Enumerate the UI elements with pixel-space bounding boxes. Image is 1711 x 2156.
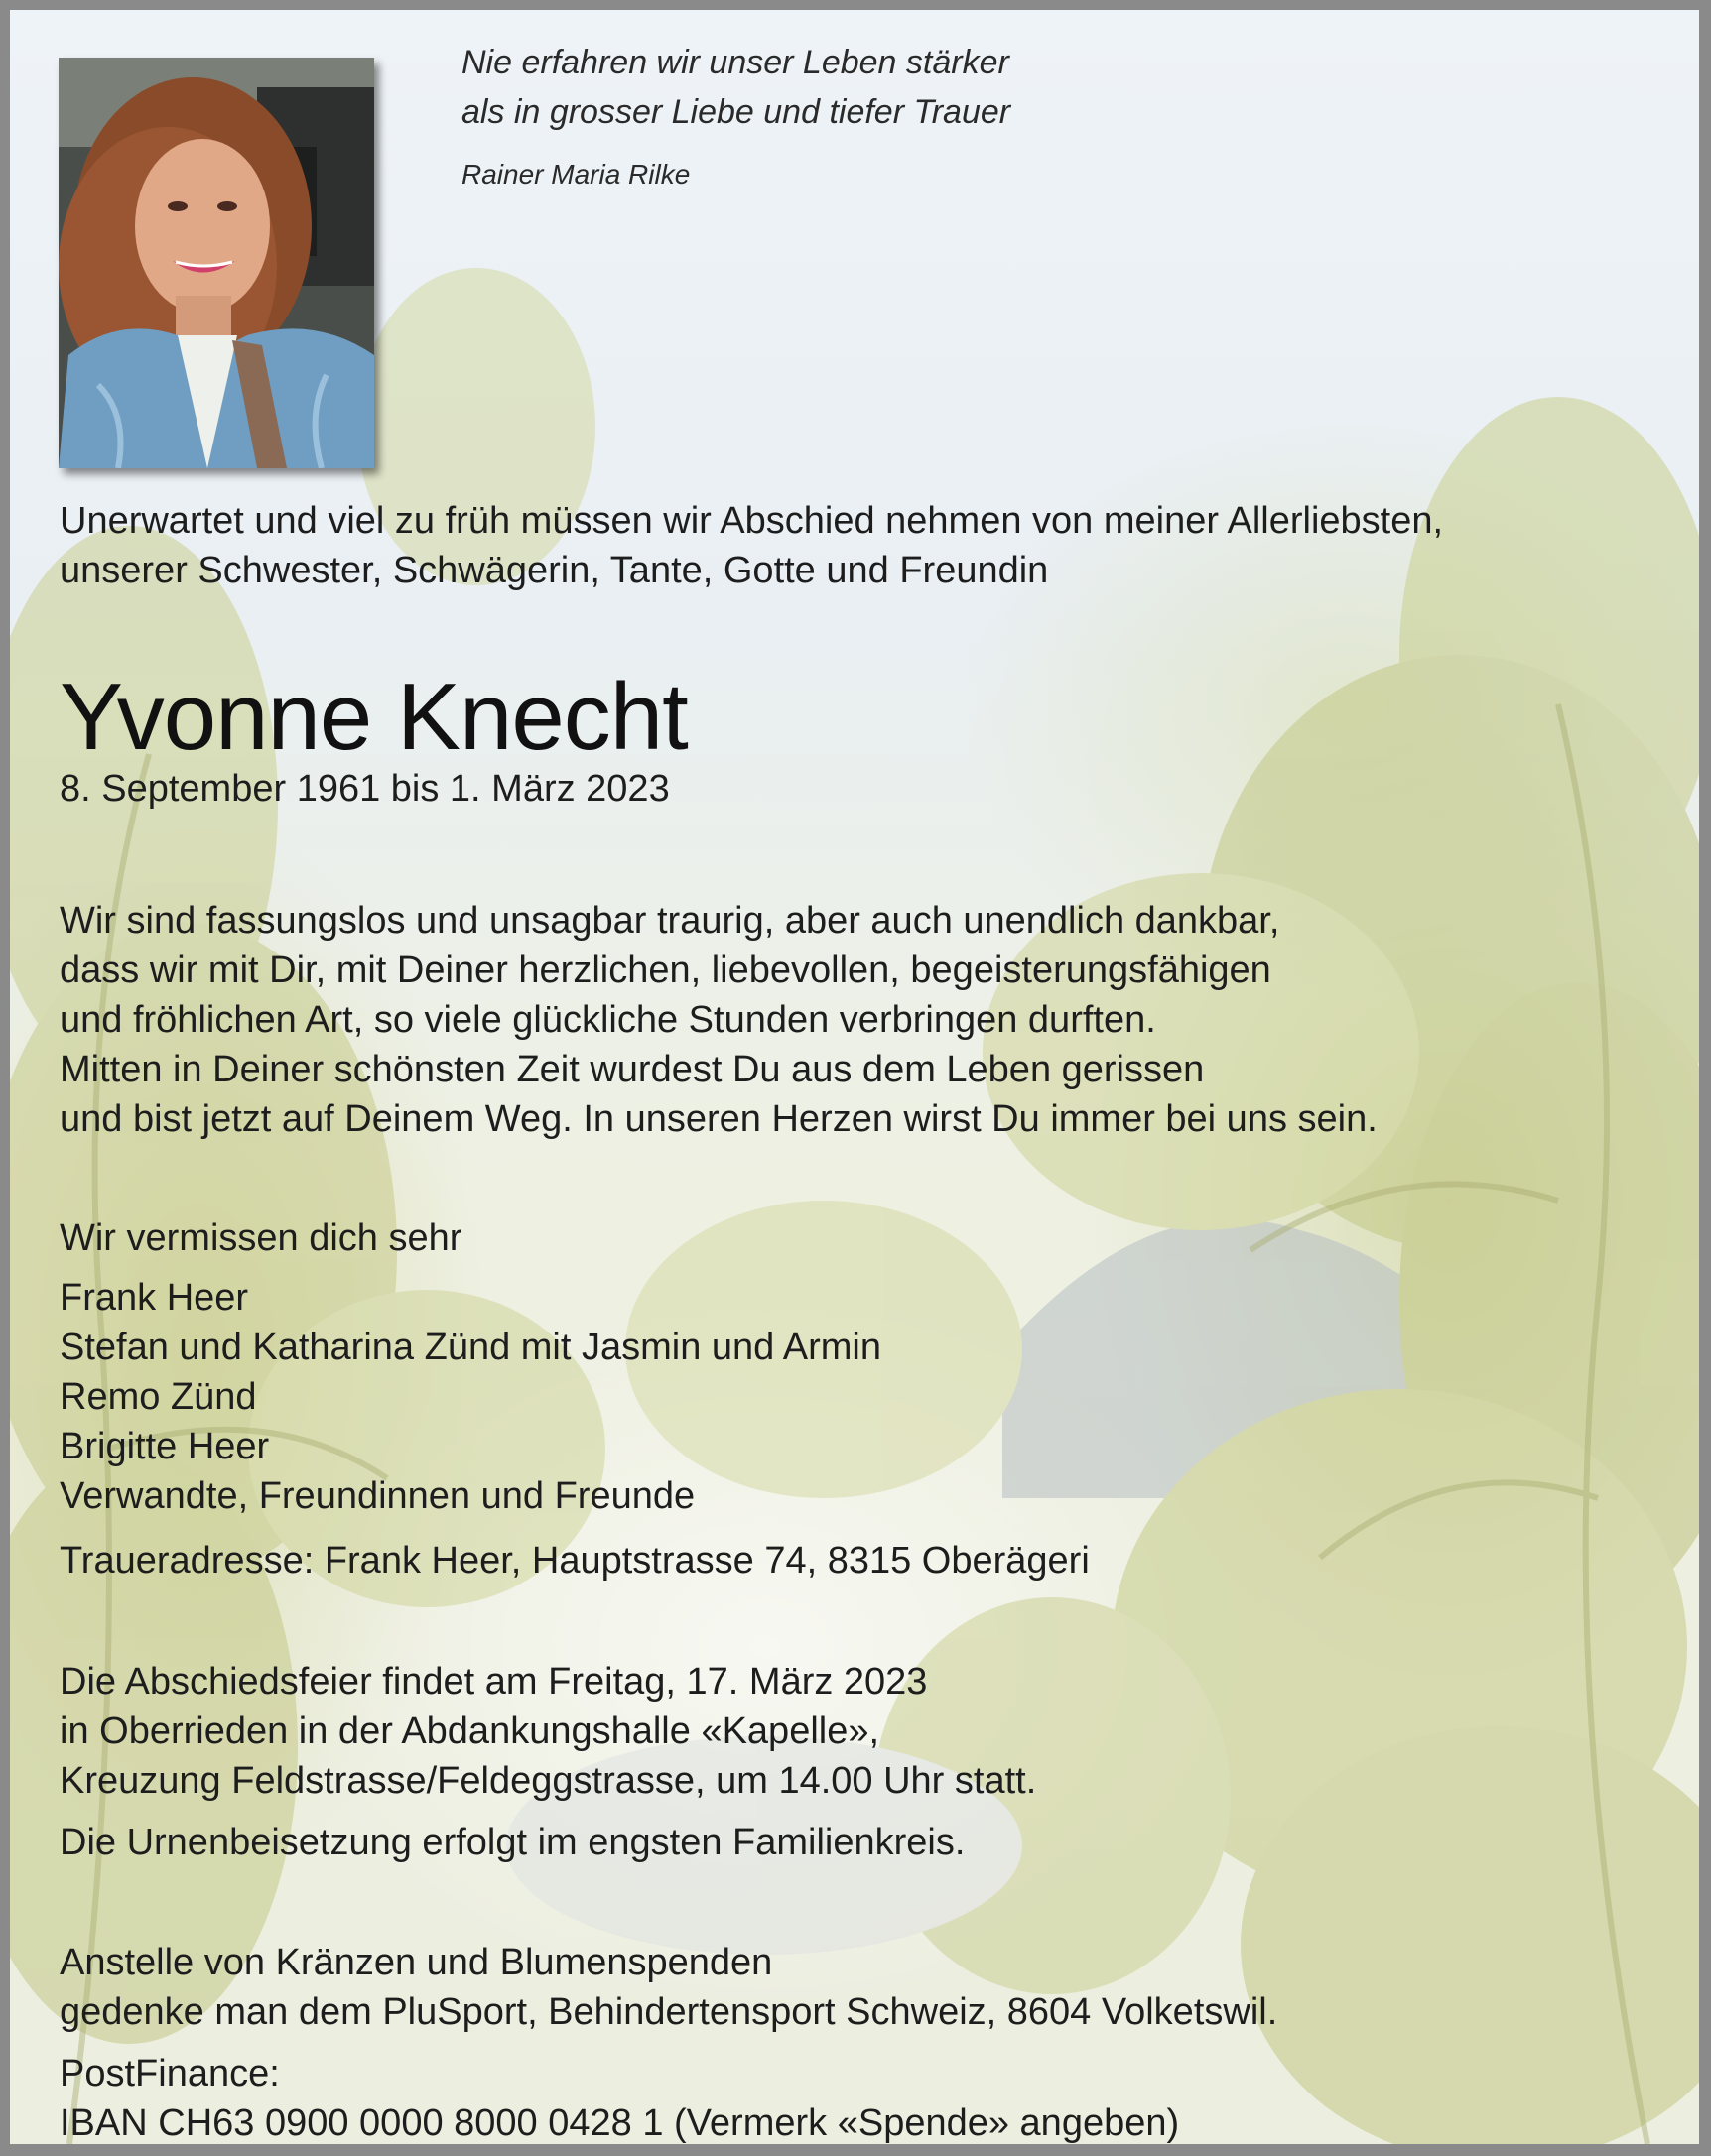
ceremony-line-1: Die Abschiedsfeier findet am Freitag, 17. März 2023 bbox=[60, 1661, 928, 1703]
quote-line-1: Nie erfahren wir unser Leben stärker bbox=[461, 44, 1009, 81]
mourning-address: Traueradresse: Frank Heer, Hauptstrasse 74, 8315 Oberägeri bbox=[60, 1540, 1090, 1582]
mourner-name: Remo Zünd bbox=[60, 1376, 257, 1418]
message-line-1: Wir sind fassungslos und unsagbar traurig, aber auch unendlich dankbar, bbox=[60, 900, 1280, 942]
urn-burial-note: Die Urnenbeisetzung erfolgt im engsten Familienkreis. bbox=[60, 1822, 966, 1863]
life-dates: 8. September 1961 bis 1. März 2023 bbox=[60, 768, 670, 810]
mourners-heading: Wir vermissen dich sehr bbox=[60, 1217, 462, 1259]
message-line-4: Mitten in Deiner schönsten Zeit wurdest Du aus dem Leben gerissen bbox=[60, 1049, 1205, 1090]
mourner-name: Frank Heer bbox=[60, 1277, 249, 1319]
message-line-2: dass wir mit Dir, mit Deiner herzlichen, liebevollen, begeisterungsfähigen bbox=[60, 950, 1271, 991]
ceremony-line-3: Kreuzung Feldstrasse/Feldeggstrasse, um 14.00 Uhr statt. bbox=[60, 1760, 1037, 1802]
deceased-name: Yvonne Knecht bbox=[60, 664, 688, 770]
quote-line-2: als in grosser Liebe und tiefer Trauer bbox=[461, 93, 1011, 131]
obituary-notice bbox=[10, 10, 1699, 2144]
mourner-name: Brigitte Heer bbox=[60, 1426, 270, 1467]
intro-line-2: unserer Schwester, Schwägerin, Tante, Gotte und Freundin bbox=[60, 550, 1049, 591]
donation-line-2: gedenke man dem PluSport, Behindertensport Schweiz, 8604 Volketswil. bbox=[60, 1991, 1278, 2033]
quote-author: Rainer Maria Rilke bbox=[461, 159, 691, 190]
ceremony-line-2: in Oberrieden in der Abdankungshalle «Kapelle», bbox=[60, 1711, 880, 1752]
message-line-3: und fröhlichen Art, so viele glückliche Stunden verbringen durften. bbox=[60, 999, 1156, 1041]
portrait-photo bbox=[59, 58, 374, 468]
intro-line-1: Unerwartet und viel zu früh müssen wir Abschied nehmen von meiner Allerliebsten, bbox=[60, 500, 1444, 542]
bank-name: PostFinance: bbox=[60, 2053, 280, 2094]
mourner-name: Stefan und Katharina Zünd mit Jasmin und Armin bbox=[60, 1327, 882, 1368]
bank-iban: IBAN CH63 0900 0000 8000 0428 1 (Vermerk «Spende» angeben) bbox=[60, 2102, 1180, 2144]
mourner-name: Verwandte, Freundinnen und Freunde bbox=[60, 1475, 696, 1517]
donation-line-1: Anstelle von Kränzen und Blumenspenden bbox=[60, 1942, 773, 1983]
message-line-5: und bist jetzt auf Deinem Weg. In unseren Herzen wirst Du immer bei uns sein. bbox=[60, 1098, 1378, 1140]
